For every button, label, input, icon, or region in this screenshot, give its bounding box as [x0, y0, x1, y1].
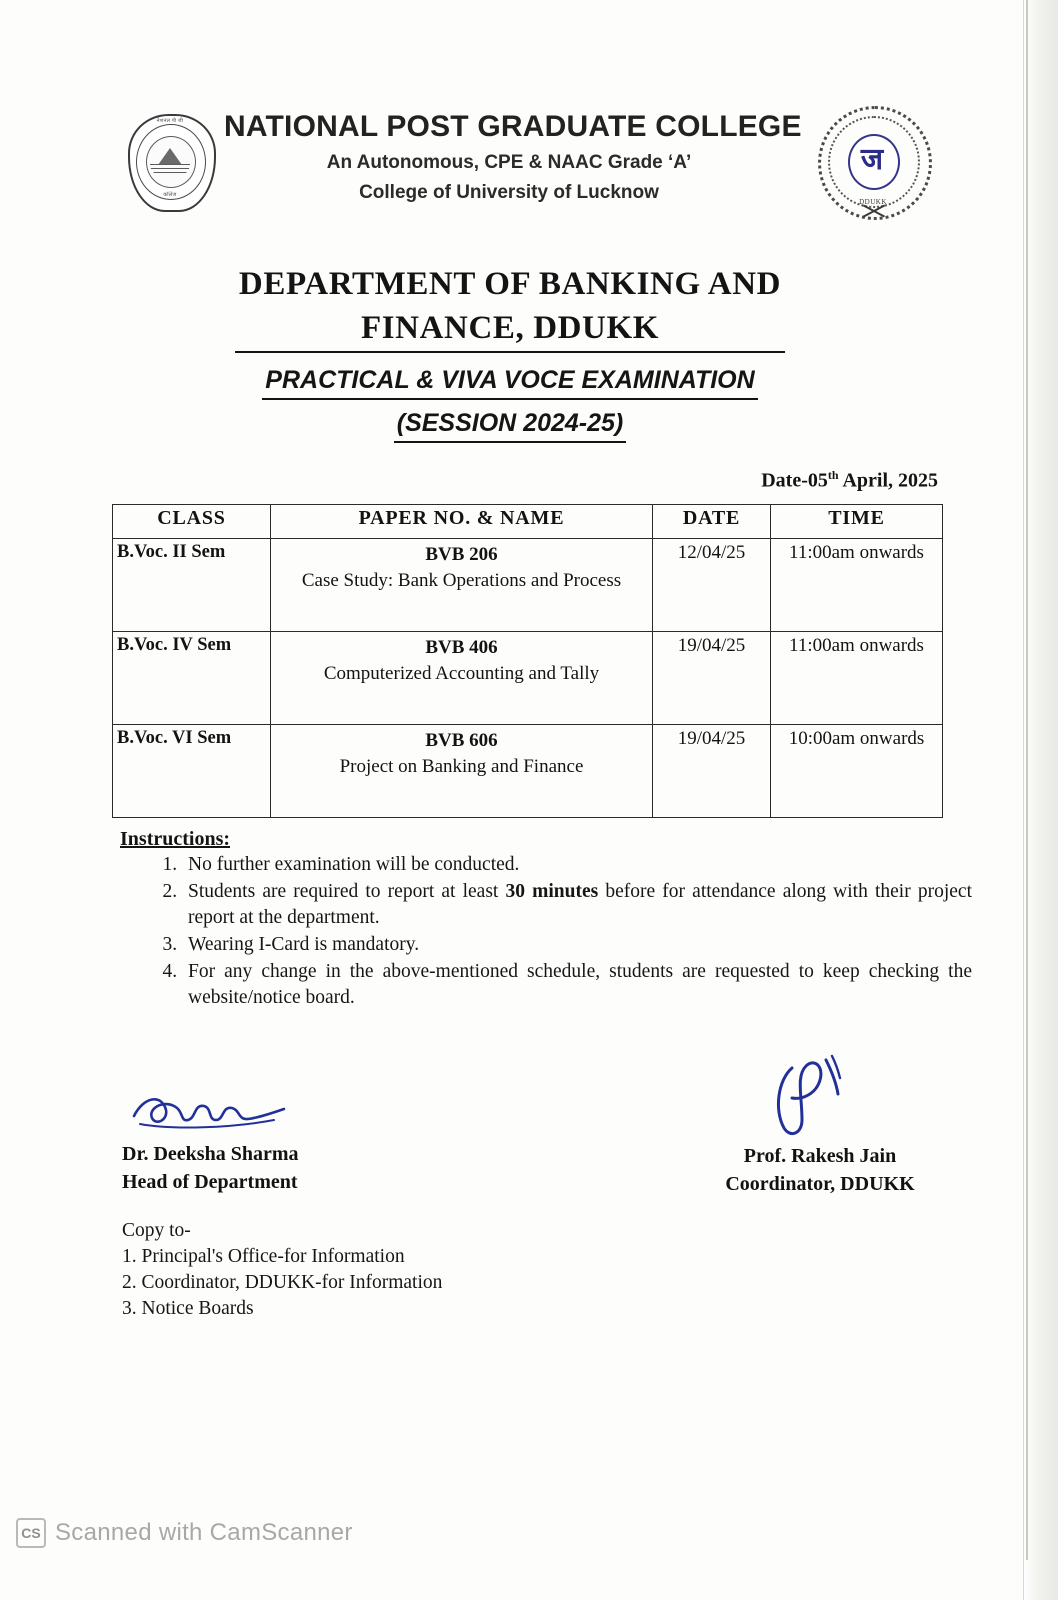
instruction-item: 3. Wearing I-Card is mandatory.: [182, 932, 972, 958]
exam-title: PRACTICAL & VIVA VOCE EXAMINATION: [262, 363, 757, 400]
cell-paper-name: Project on Banking and Finance: [339, 756, 584, 777]
college-subtitle-2: College of University of Lucknow: [359, 182, 659, 203]
table-row: [113, 539, 943, 632]
instructions-list: [148, 852, 972, 1012]
emblem-monogram: ज: [860, 143, 884, 176]
college-subtitle-1: An Autonomous, CPE & NAAC Grade ‘A’: [326, 152, 692, 173]
crest-top-text: नेशनल पी जी: [156, 119, 184, 124]
camscanner-label: Scanned with CamScanner: [55, 1519, 353, 1546]
cell-paper-number: BVB 606: [425, 730, 498, 751]
college-name: NATIONAL POST GRADUATE COLLEGE: [224, 110, 802, 143]
copy-to-item: 3. Notice Boards: [122, 1298, 254, 1319]
instruction-item: 2. Students are required to report at least 30 minutes before for attendance along with their project report at the department.: [182, 879, 972, 931]
copy-to-item: 2. Coordinator, DDUKK-for Information: [122, 1272, 443, 1293]
cell-date: 12/04/25: [653, 539, 771, 632]
column-header-time: TIME: [771, 505, 943, 539]
instruction-emphasis: 30 minutes: [505, 881, 599, 902]
cell-paper-name: Computerized Accounting and Tally: [323, 663, 600, 684]
cell-paper: [271, 725, 653, 818]
cell-class: B.Voc. VI Sem: [113, 725, 271, 818]
camscanner-watermark: [16, 1518, 353, 1548]
notice-date-prefix: Date-05: [761, 469, 828, 492]
table-row: [113, 725, 943, 818]
cell-paper-name: Case Study: Bank Operations and Process: [301, 570, 622, 591]
signature-icon-hod: [122, 1080, 452, 1140]
scan-edge-line: [1026, 0, 1028, 1560]
cell-time: 11:00am onwards: [771, 632, 943, 725]
notice-date-ordinal: th: [827, 468, 839, 482]
signature-block-hod: [122, 1080, 452, 1196]
session-title: (SESSION 2024-25): [394, 406, 627, 443]
ddukk-emblem-icon: [812, 102, 932, 220]
signature-block-coordinator: [690, 1050, 950, 1198]
signature-icon-coordinator: [690, 1050, 950, 1142]
college-crest-icon: [120, 106, 220, 216]
cell-class: B.Voc. II Sem: [113, 539, 271, 632]
copy-to-item: 1. Principal's Office-for Information: [122, 1246, 405, 1267]
cell-paper: [271, 632, 653, 725]
instructions-heading: Instructions:: [120, 828, 231, 850]
notice-date: [761, 468, 938, 493]
crest-bottom-text: कॉलेज: [163, 193, 177, 198]
table-header-row: [113, 505, 943, 539]
page-title: [0, 262, 1020, 443]
column-header-date: DATE: [653, 505, 771, 539]
cell-date: 19/04/25: [653, 725, 771, 818]
instruction-item: 4. For any change in the above-mentioned schedule, students are requested to keep checking the website/notice board.: [182, 959, 972, 1011]
exam-schedule-table: [112, 504, 943, 818]
cell-time: 11:00am onwards: [771, 539, 943, 632]
letterhead: [120, 96, 940, 236]
instruction-item: 1. No further examination will be conducted.: [182, 852, 972, 878]
column-header-paper: PAPER NO. & NAME: [271, 505, 653, 539]
cell-paper-number: BVB 206: [425, 544, 498, 565]
cell-date: 19/04/25: [653, 632, 771, 725]
scan-edge-artifact: [1023, 0, 1058, 1600]
notice-date-rest: April, 2025: [838, 469, 938, 492]
emblem-ribbon-text: DDUKK: [859, 198, 887, 206]
coordinator-name: Prof. Rakesh Jain: [743, 1145, 897, 1167]
hod-designation: Head of Department: [122, 1171, 298, 1193]
cell-class: B.Voc. IV Sem: [113, 632, 271, 725]
department-title: [235, 262, 785, 353]
cell-paper: [271, 539, 653, 632]
table-row: [113, 632, 943, 725]
coordinator-designation: Coordinator, DDUKK: [725, 1173, 915, 1195]
camscanner-logo-icon: CS: [16, 1518, 46, 1548]
copy-to-block: [122, 1218, 442, 1322]
cell-time: 10:00am onwards: [771, 725, 943, 818]
column-header-class: CLASS: [113, 505, 271, 539]
department-title-line1: DEPARTMENT OF BANKING AND: [238, 266, 782, 302]
department-title-line2: FINANCE, DDUKK: [360, 310, 660, 346]
hod-name: Dr. Deeksha Sharma: [122, 1143, 299, 1165]
copy-to-heading: Copy to-: [122, 1220, 191, 1241]
cell-paper-number: BVB 406: [425, 637, 498, 658]
